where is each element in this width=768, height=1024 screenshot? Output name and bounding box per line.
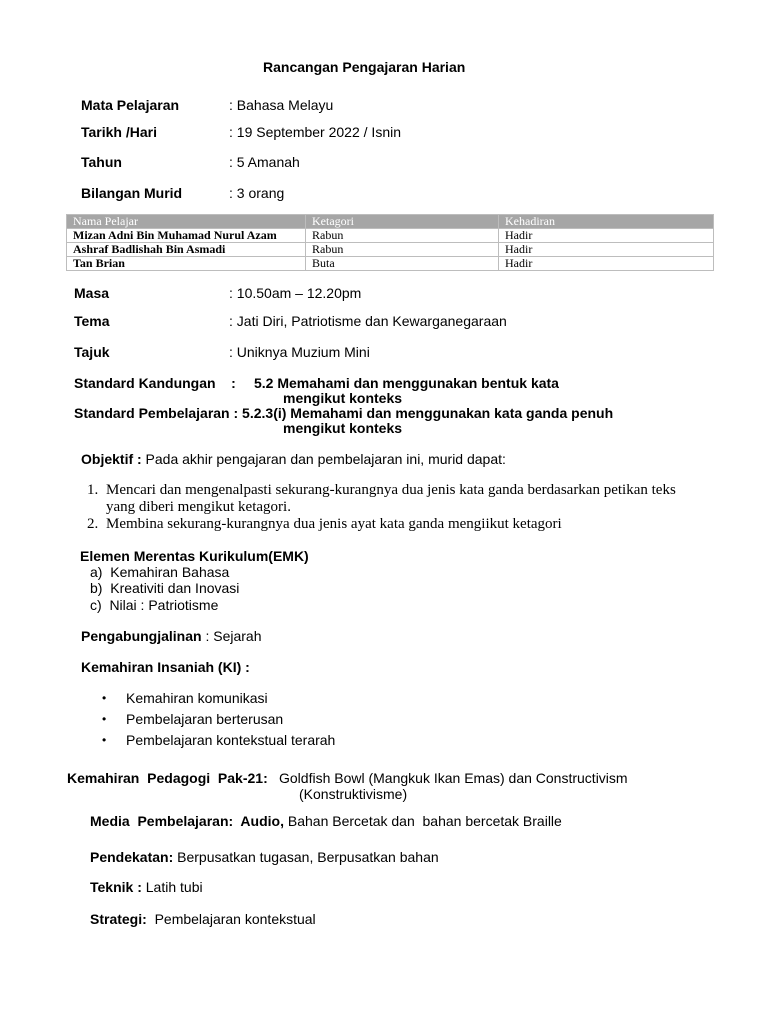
pengabungjalinan-value: : Sejarah: [201, 628, 262, 644]
value-tajuk: : Uniknya Muzium Mini: [229, 344, 370, 360]
header-nama-pelajar: Nama Pelajar: [67, 215, 306, 229]
header-ketagori: Ketagori: [306, 215, 499, 229]
list-item: • Pembelajaran kontekstual terarah: [126, 732, 335, 753]
pedagogi-label: Kemahiran Pedagogi Pak-21:: [67, 770, 268, 786]
student-attendance: Hadir: [499, 243, 714, 257]
pendekatan-label: Pendekatan:: [90, 849, 174, 865]
value-tarikh-hari: : 19 September 2022 / Isnin: [229, 124, 401, 140]
label-tarikh-hari: Tarikh /Hari: [81, 124, 157, 140]
label-tajuk: Tajuk: [74, 344, 110, 360]
student-category: Rabun: [306, 243, 499, 257]
table-row: [67, 229, 714, 243]
student-category: Rabun: [306, 229, 499, 243]
ki-heading: Kemahiran Insaniah (KI) :: [81, 659, 250, 675]
ki-list: [100, 690, 335, 753]
teknik: [90, 879, 203, 895]
media-pembelajaran: [90, 813, 562, 829]
label-tema: Tema: [74, 313, 110, 329]
list-item: • Kemahiran komunikasi: [126, 690, 335, 711]
pengabungjalinan: [81, 628, 262, 644]
table-header-row: [67, 215, 714, 229]
student-name: Mizan Adni Bin Muhamad Nurul Azam: [67, 229, 306, 243]
list-item: 1. Mencari dan mengenalpasti sekurang-kurangnya dua jenis kata ganda berdasarkan petikan teks yang diberi mengikut ketagori.: [102, 482, 702, 516]
teknik-label: Teknik :: [90, 879, 142, 895]
student-name: Ashraf Badlishah Bin Asmadi: [67, 243, 306, 257]
student-attendance: Hadir: [499, 257, 714, 271]
strategi: [90, 911, 316, 927]
label-tahun: Tahun: [81, 154, 122, 170]
value-bilangan-murid: : 3 orang: [229, 185, 285, 201]
value-standard-kandungan: 5.2 Memahami dan menggunakan bentuk kata: [254, 375, 559, 391]
emk-item: b) Kreativiti dan Inovasi: [90, 580, 240, 596]
pendekatan-value: Berpusatkan tugasan, Berpusatkan bahan: [173, 849, 439, 865]
strategi-value: Pembelajaran kontekstual: [146, 911, 316, 927]
pengabungjalinan-label: Pengabungjalinan: [81, 628, 202, 644]
value-masa: : 10.50am – 12.20pm: [229, 285, 362, 301]
list-item: • Pembelajaran berterusan: [126, 711, 335, 732]
teknik-value: Latih tubi: [141, 879, 203, 895]
objektif-list: [78, 482, 702, 533]
objektif-label: Objektif :: [81, 451, 142, 467]
emk-item: a) Kemahiran Bahasa: [90, 564, 230, 580]
table-row: [67, 257, 714, 271]
table-row: [67, 243, 714, 257]
label-masa: Masa: [74, 285, 110, 301]
emk-item: c) Nilai : Patriotisme: [90, 597, 219, 613]
standard-pembelajaran: Standard Pembelajaran : 5.2.3(i) Memahami dan menggunakan kata ganda penuh: [74, 405, 614, 421]
media-value: Bahan Bercetak dan bahan bercetak Braille: [283, 813, 562, 829]
label-bilangan-murid: Bilangan Murid: [81, 185, 183, 201]
list-item: 2. Membina sekurang-kurangnya dua jenis ayat kata ganda mengiikut ketagori: [102, 516, 702, 533]
pendekatan: [90, 849, 439, 865]
media-label: Media Pembelajaran: Audio,: [90, 813, 284, 829]
pedagogi-value: Goldfish Bowl (Mangkuk Ikan Emas) dan Constructivism: [279, 770, 628, 786]
student-category: Buta: [306, 257, 499, 271]
emk-heading: Elemen Merentas Kurikulum(EMK): [80, 548, 309, 564]
page-title: Rancangan Pengajaran Harian: [263, 59, 466, 75]
strategi-label: Strategi:: [90, 911, 147, 927]
value-tema: : Jati Diri, Patriotisme dan Kewarganegaraan: [229, 313, 507, 329]
value-standard-kandungan-cont: mengikut konteks: [283, 390, 403, 406]
student-attendance: Hadir: [499, 229, 714, 243]
value-tahun: : 5 Amanah: [229, 154, 300, 170]
header-kehadiran: Kehadiran: [499, 215, 714, 229]
value-mata-pelajaran: : Bahasa Melayu: [229, 97, 334, 113]
standard-pembelajaran-cont: mengikut konteks: [283, 420, 403, 436]
label-mata-pelajaran: Mata Pelajaran: [81, 97, 180, 113]
objektif-text: Pada akhir pengajaran dan pembelajaran ini, murid dapat:: [141, 451, 506, 467]
students-table: [66, 214, 714, 271]
objektif-intro: [81, 451, 506, 467]
label-standard-kandungan: Standard Kandungan :: [74, 375, 236, 391]
pedagogi-value-cont: (Konstruktivisme): [299, 786, 408, 802]
student-name: Tan Brian: [67, 257, 306, 271]
